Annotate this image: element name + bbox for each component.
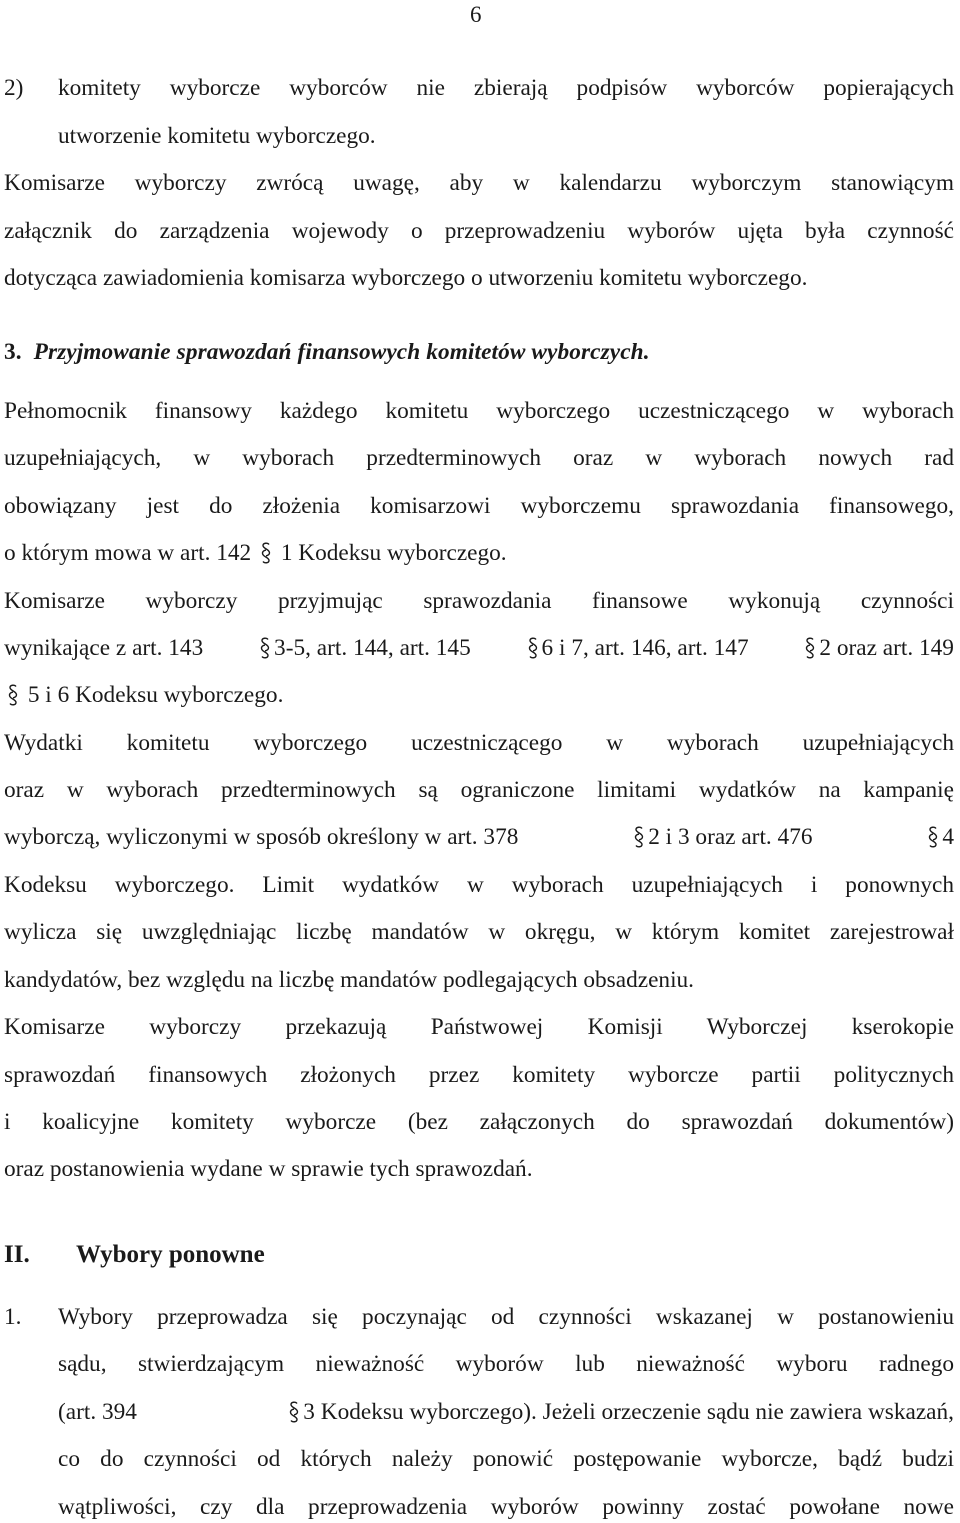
section-sign-icon — [632, 825, 646, 849]
section-title: Przyjmowanie sprawozdań finansowych komitetów wyborczych. — [33, 339, 650, 365]
text-run: 4 — [942, 824, 954, 850]
section-sign-icon — [803, 636, 817, 660]
item-number: 2) — [4, 75, 24, 101]
item1-line: wątpliwości, czy dla przeprowadzenia wyborów powinny zostać powołane nowe — [58, 1494, 954, 1520]
section-heading — [4, 337, 650, 367]
paragraph-line — [4, 822, 954, 852]
section-sign-icon — [258, 636, 272, 660]
paragraph-line: Komisarze wyborczy przekazują Państwowej Komisji Wyborczej kserokopie — [4, 1014, 954, 1040]
paragraph-line: oraz w wyborach przedterminowych są ograniczone limitami wydatków na kampanię — [4, 777, 954, 803]
paragraph-line: sprawozdań finansowych złożonych przez komitety wyborcze partii politycznych — [4, 1062, 954, 1088]
paragraph-line: oraz postanowienia wydane w sprawie tych sprawozdań. — [4, 1156, 533, 1182]
text-run: 2 oraz art. 149 — [819, 635, 954, 661]
paragraph-line — [4, 680, 954, 710]
text-run: 3-5, art. 144, art. 145 — [274, 635, 471, 661]
text-run: (art. 394 — [58, 1399, 137, 1425]
paragraph-line: załącznik do zarządzenia wojewody o przeprowadzeniu wyborów ujęta była czynność — [4, 218, 954, 244]
text-run: 6 i 7, art. 146, art. 147 — [541, 635, 749, 661]
text-run: 3 Kodeksu wyborczego). Jeżeli orzeczenie sądu nie zawiera wskazań, — [303, 1399, 954, 1425]
paragraph-line: Pełnomocnik finansowy każdego komitetu wyborczego uczestniczącego w wyborach — [4, 398, 954, 424]
item2-line-1: komitety wyborcze wyborców nie zbierają podpisów wyborców popierających — [58, 75, 954, 101]
paragraph-line — [4, 538, 954, 568]
item1-line — [58, 1397, 954, 1427]
paragraph-line: Komisarze wyborczy przyjmując sprawozdania finansowe wykonują czynności — [4, 588, 954, 614]
chapter-number: II. — [4, 1241, 30, 1268]
paragraph-line: i koalicyjne komitety wyborcze (bez załączonych do sprawozdań dokumentów) — [4, 1109, 954, 1135]
paragraph-line — [4, 633, 954, 663]
text-run: wynikające z art. 143 — [4, 635, 204, 661]
text-run: wyborczą, wyliczonymi w sposób określony w art. 378 — [4, 824, 519, 850]
text-run: 1 Kodeksu wyborczego. — [280, 540, 507, 566]
text-run: 2 i 3 oraz art. 476 — [648, 824, 813, 850]
section-number: 3. — [4, 339, 22, 365]
paragraph-line: dotycząca zawiadomienia komisarza wyborczego o utworzeniu komitetu wyborczego. — [4, 265, 808, 291]
item2-line-2: utworzenie komitetu wyborczego. — [58, 123, 376, 149]
page-number: 6 — [470, 2, 482, 27]
section-sign-icon — [259, 541, 273, 565]
section-sign-icon — [526, 636, 540, 660]
text-run: o którym mowa w art. 142 — [4, 540, 252, 566]
item1-line: co do czynności od których należy ponowić postępowanie wyborcze, bądź budzi — [58, 1446, 954, 1472]
chapter-heading — [4, 1238, 265, 1272]
item1-line: Wybory przeprowadza się poczynając od czynności wskazanej w postanowieniu — [58, 1304, 954, 1330]
item1-line: sądu, stwierdzającym nieważność wyborów lub nieważność wyboru radnego — [58, 1351, 954, 1377]
paragraph-line: Kodeksu wyborczego. Limit wydatków w wyborach uzupełniających i ponownych — [4, 872, 954, 898]
text-run: 5 i 6 Kodeksu wyborczego. — [27, 682, 284, 708]
paragraph-line: obowiązany jest do złożenia komisarzowi wyborczemu sprawozdania finansowego, — [4, 493, 954, 519]
section-sign-icon — [926, 825, 940, 849]
paragraph-line: Wydatki komitetu wyborczego uczestniczącego w wyborach uzupełniających — [4, 730, 954, 756]
paragraph-line: kandydatów, bez względu na liczbę mandatów podlegających obsadzeniu. — [4, 967, 695, 993]
section-sign-icon — [287, 1400, 301, 1424]
paragraph-line: uzupełniających, w wyborach przedterminowych oraz w wyborach nowych rad — [4, 445, 954, 471]
section-sign-icon — [6, 683, 20, 707]
paragraph-line: wylicza się uwzględniając liczbę mandatów w okręgu, w którym komitet zarejestrował — [4, 919, 954, 945]
item-number: 1. — [4, 1304, 22, 1330]
paragraph-line: Komisarze wyborczy zwrócą uwagę, aby w kalendarzu wyborczym stanowiącym — [4, 170, 954, 196]
chapter-title: Wybory ponowne — [76, 1241, 265, 1268]
